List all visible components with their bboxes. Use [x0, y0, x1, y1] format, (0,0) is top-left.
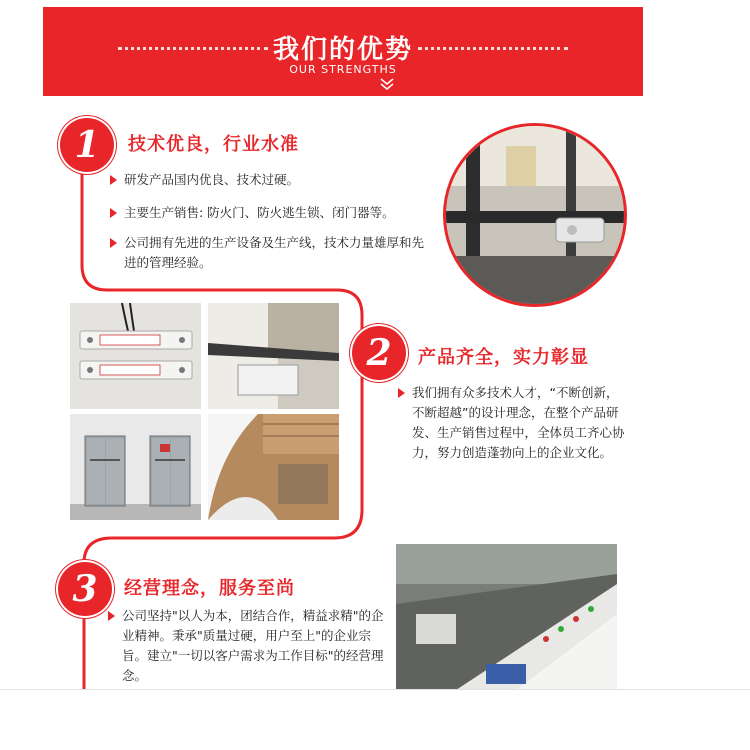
section-1-bullet-2: 主要生产销售: 防火门、防火逃生锁、闭门器等。 [110, 203, 440, 223]
section-1-bullet-3: 公司拥有先进的生产设备及生产线，技术力量雄厚和先进的管理经验。 [110, 233, 428, 273]
page-bottom-divider [0, 689, 750, 690]
section-2-title: 产品齐全，实力彰显 [418, 347, 589, 368]
header-title: 我们的优势 [272, 35, 413, 65]
triangle-right-icon [398, 388, 405, 398]
section-3-number: 3 [58, 562, 112, 616]
product-photo-window-closer [208, 303, 339, 409]
strengths-header [43, 7, 643, 96]
triangle-right-icon [110, 208, 117, 218]
product-photo-fire-doors [70, 414, 201, 520]
factory-control-cabinets-photo [396, 544, 617, 690]
section-3-bullet-1: 公司坚持"以人为本，团结合作，精益求精"的企业精神。秉承"质量过硬，用户至上"的企业宗旨。建立"一切以客户需求为工作目标"的经营理念。 [108, 606, 388, 686]
section-1-number: 1 [60, 118, 114, 172]
triangle-right-icon [110, 175, 117, 185]
section-3-title: 经营理念，服务至尚 [124, 578, 295, 599]
section-1-title: 技术优良，行业水准 [128, 134, 299, 155]
chevron-down-icon [378, 77, 396, 91]
section-2-number: 2 [352, 326, 406, 380]
triangle-right-icon [110, 238, 117, 248]
door-closer-illustration [446, 126, 624, 304]
product-photo-smoke-vent [208, 414, 339, 520]
section-1-bullet-1: 研发产品国内优良、技术过硬。 [110, 170, 430, 190]
triangle-right-icon [108, 611, 115, 621]
door-closer-photo [443, 123, 627, 307]
product-photo-magnetic-lock [70, 303, 201, 409]
section-2-bullet-1: 我们拥有众多技术人才，“不断创新，不断超越”的设计理念，在整个产品研发、生产销售过程中，全体员工齐心协力，努力创造蓬勃向上的企业文化。 [398, 383, 630, 463]
header-subtitle: OUR STRENGTHS [289, 63, 397, 76]
